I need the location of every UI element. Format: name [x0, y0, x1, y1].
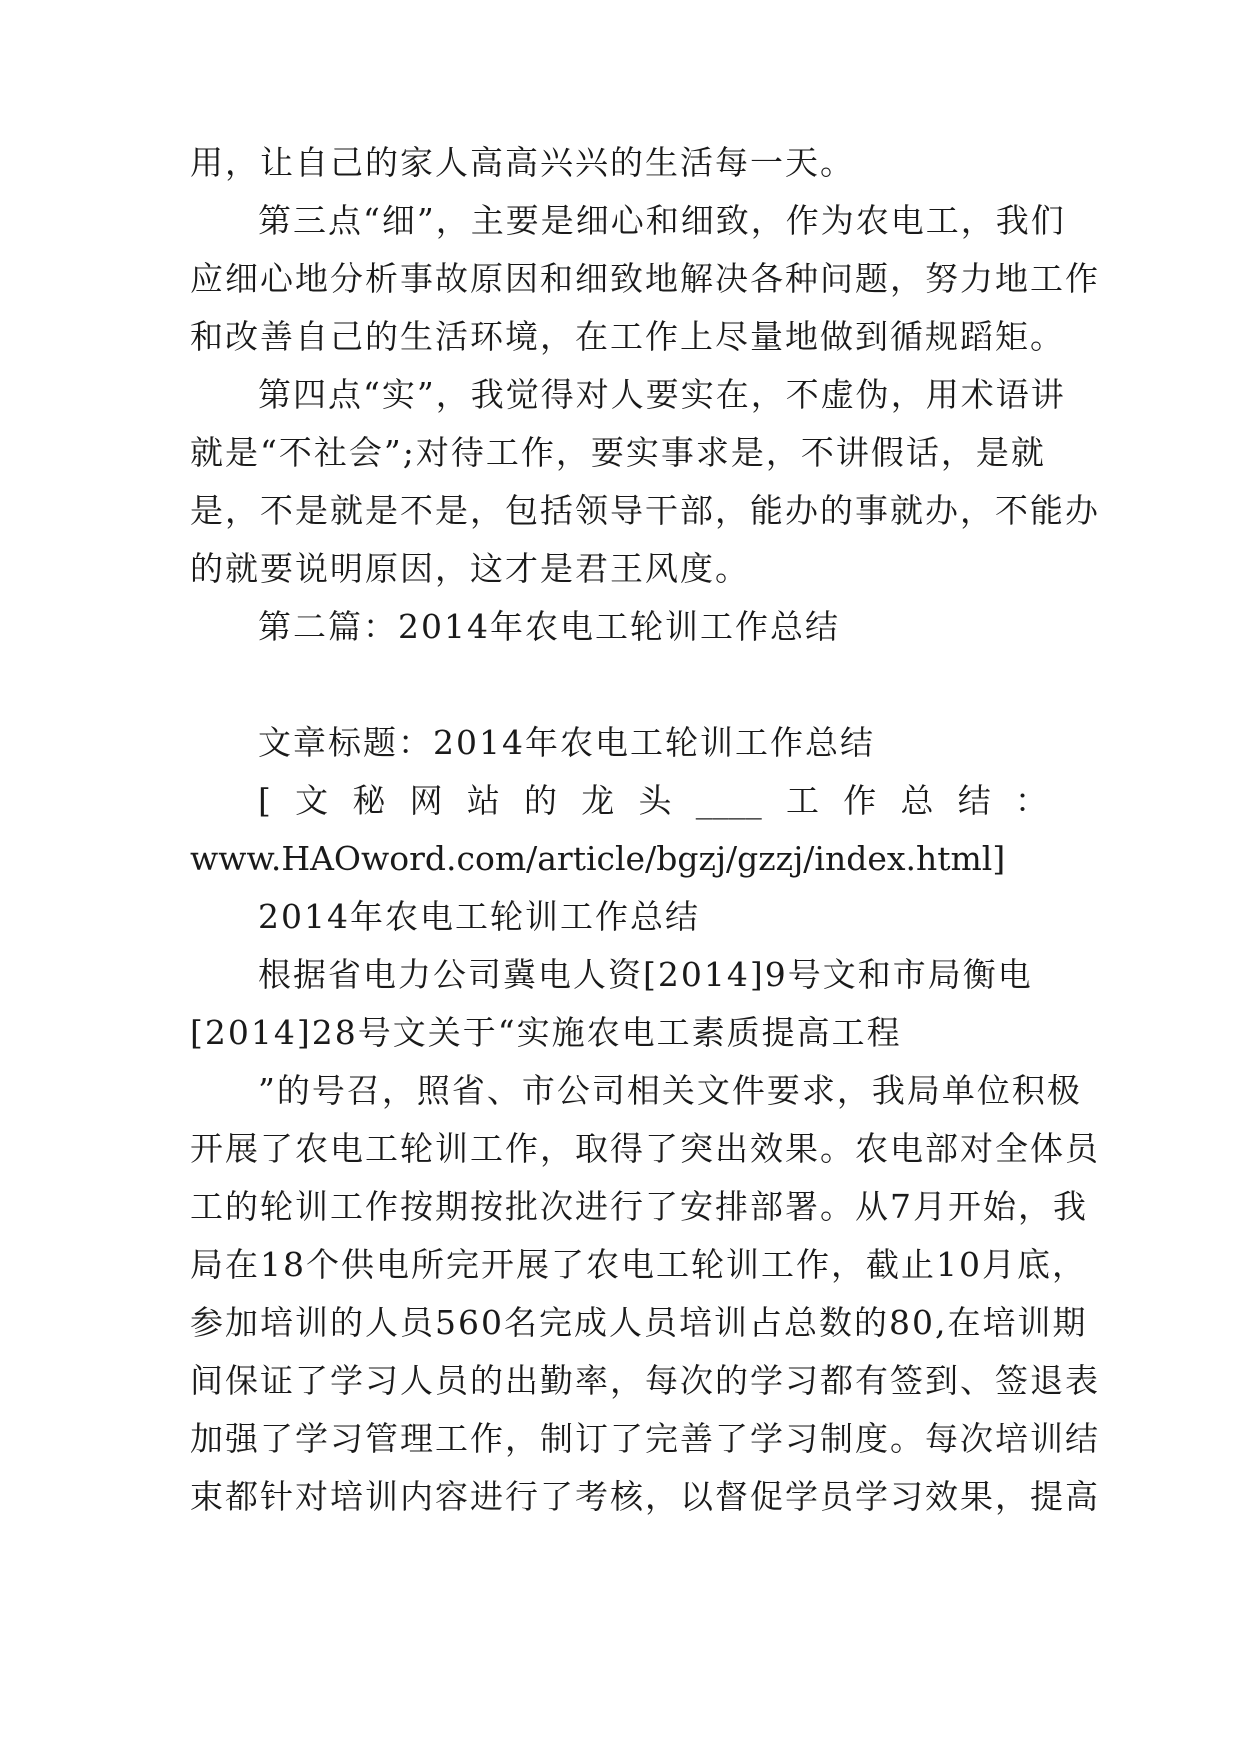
paragraph-line: 工的轮训工作按期按批次进行了安排部署。从7月开始，我	[190, 1187, 1088, 1226]
source-char: [	[258, 781, 271, 820]
source-char: 工	[785, 781, 819, 820]
source-char: 秘	[352, 781, 386, 820]
paragraph-line: 第四点“实”，我觉得对人要实在，不虚伪，用术语讲	[258, 375, 1066, 414]
paragraph-line: 是，不是就是不是，包括领导干部，能办的事就办，不能办	[190, 491, 1100, 530]
article-title-line: 文章标题：2014年农电工轮训工作总结	[258, 723, 875, 762]
paragraph-line: 加强了学习管理工作，制订了完善了学习制度。每次培训结	[190, 1419, 1100, 1458]
paragraph-line: 的就要说明原因，这才是君王风度。	[190, 549, 750, 588]
paragraph-line: [2014]28号文关于“实施农电工素质提高工程	[190, 1013, 902, 1052]
paragraph-line: 第三点“细”，主要是细心和细致，作为农电工，我们	[258, 201, 1066, 240]
source-line	[258, 781, 1048, 821]
source-char: 文	[295, 781, 329, 820]
source-char: 总	[900, 781, 934, 820]
section-heading: 第二篇：2014年农电工轮训工作总结	[258, 607, 840, 646]
paragraph-line: 局在18个供电所完开展了农电工轮训工作，截止10月底，	[190, 1245, 1087, 1284]
source-char: 网	[409, 781, 443, 820]
source-char: 的	[524, 781, 558, 820]
paragraph-line: 束都针对培训内容进行了考核，以督促学员学习效果，提高	[190, 1477, 1100, 1516]
source-char: ：	[1014, 781, 1048, 820]
paragraph-line: 用，让自己的家人高高兴兴的生活每一天。	[190, 143, 855, 182]
paragraph-line: 根据省电力公司冀电人资[2014]9号文和市局衡电	[258, 955, 1033, 994]
paragraph-line: 间保证了学习人员的出勤率，每次的学习都有签到、签退表	[190, 1361, 1100, 1400]
source-blank: ____	[695, 781, 762, 820]
paragraph-line: 就是“不社会”;对待工作，要实事求是，不讲假话，是就	[190, 433, 1046, 472]
source-char: 结	[957, 781, 991, 820]
source-char: 作	[843, 781, 877, 820]
paragraph-line: 开展了农电工轮训工作，取得了突出效果。农电部对全体员	[190, 1129, 1100, 1168]
paragraph-line: 参加培训的人员560名完成人员培训占总数的80,在培训期	[190, 1303, 1088, 1342]
paragraph-line: ”的号召，照省、市公司相关文件要求，我局单位积极	[258, 1071, 1082, 1110]
paragraph-line: 和改善自己的生活环境，在工作上尽量地做到循规蹈矩。	[190, 317, 1065, 356]
source-char: 龙	[581, 781, 615, 820]
paragraph-line: 应细心地分析事故原因和细致地解决各种问题，努力地工作	[190, 259, 1100, 298]
article-subtitle: 2014年农电工轮训工作总结	[258, 897, 700, 936]
source-url: www.HAOword.com/article/bgzj/gzzj/index.html]	[190, 839, 1006, 878]
source-char: 站	[466, 781, 500, 820]
source-char: 头	[638, 781, 672, 820]
